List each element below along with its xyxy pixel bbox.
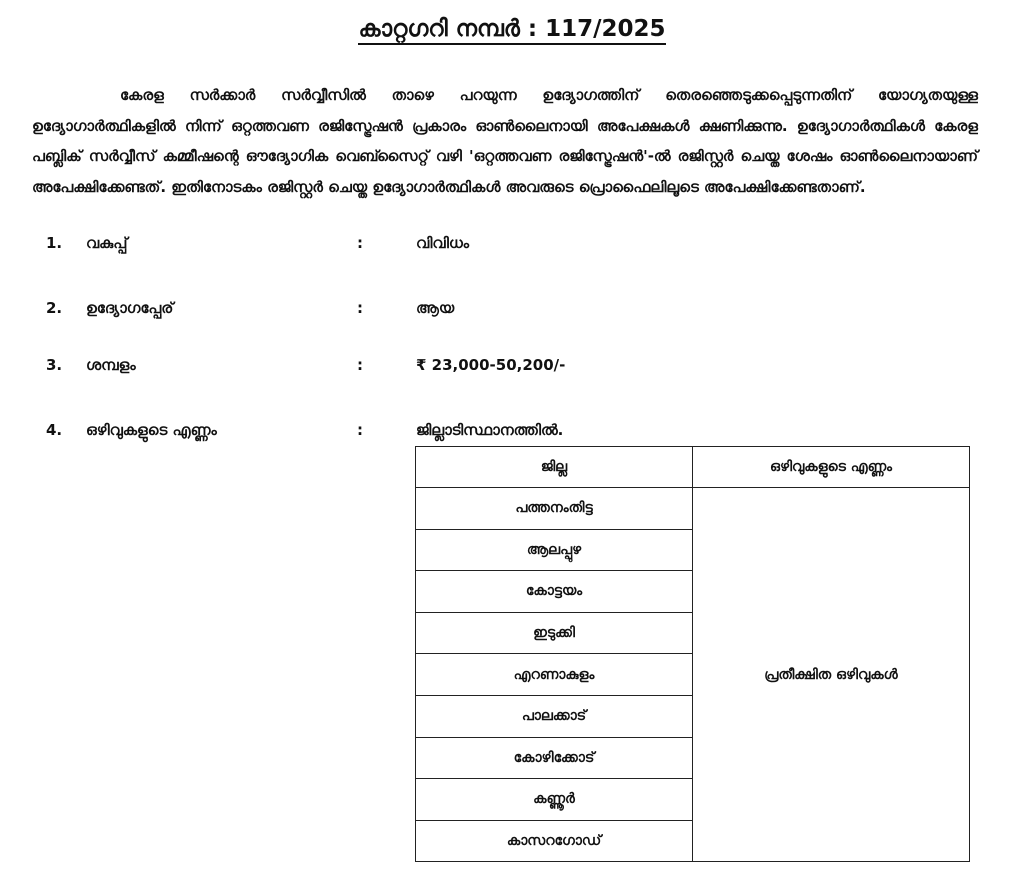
district-cell: കോഴിക്കോട് [416,737,693,779]
detail-row-salary [0,356,1024,380]
item-colon: : [357,299,363,317]
item-number: 3. [46,356,63,374]
district-cell: എറണാകുളം [416,654,693,696]
column-header-vacancies: ഒഴിവുകളുടെ എണ്ണം [693,447,970,488]
item-number: 2. [46,299,63,317]
item-colon: : [357,421,363,439]
item-number: 1. [46,234,63,252]
item-number: 4. [46,421,63,439]
district-cell: ആലപ്പുഴ [416,529,693,571]
detail-row-vacancies [0,421,1024,445]
item-value: വിവിധം [416,234,470,252]
district-cell: പത്തനംതിട്ട [416,488,693,530]
item-value: ആയ [416,299,455,317]
page-title [0,16,1024,42]
district-cell: ഇടുക്കി [416,612,693,654]
category-number: കാറ്റഗറി നമ്പർ : 117/2025 [358,16,665,45]
item-colon: : [357,356,363,374]
item-colon: : [357,234,363,252]
item-label: ഉദ്യോഗപ്പേര് [86,299,174,317]
vacancy-table [415,446,970,862]
table-header-row [416,447,970,488]
district-cell: പാലക്കാട് [416,695,693,737]
district-cell: കണ്ണൂർ [416,779,693,821]
item-label: ശമ്പളം [86,356,136,374]
district-cell: കാസറഗോഡ് [416,820,693,862]
vacancy-cell: പ്രതീക്ഷിത ഒഴിവുകൾ [693,488,970,862]
item-label: വകുപ്പ് [86,234,128,252]
item-label: ഒഴിവുകളുടെ എണ്ണം [86,421,217,439]
column-header-district: ജില്ല [416,447,693,488]
table-row [416,488,970,530]
item-value: ₹ 23,000-50,200/- [416,356,566,374]
intro-paragraph: കേരള സർക്കാർ സർവ്വീസിൽ താഴെ പറയുന്ന ഉദ്യോഗത്തിന് തെരഞ്ഞെടുക്കപ്പെടുന്നതിന് യോഗ്യതയുള്ള ഉദ്യോഗാർത്ഥികളിൽ നിന്ന് ഒറ്റത്തവണ രജിസ്ട്രേഷൻ പ്രകാരം ഓൺലൈനായി അപേക്ഷകൾ ക്ഷണിക്കുന്നു. ഉദ്യോഗാർത്ഥികൾ കേരള പബ്ലിക് സർവ്വീസ് കമ്മീഷന്റെ ഔദ്യോഗിക വെബ്സൈറ്റ് വഴി 'ഒറ്റത്തവണ രജിസ്ട്രേഷൻ'-ൽ രജിസ്റ്റർ ചെയ്ത ശേഷം ഓൺലൈനായാണ് അപേക്ഷിക്കേണ്ടത്. ഇതിനോടകം രജിസ്റ്റർ ചെയ്ത ഉദ്യോഗാർത്ഥികൾ അവരുടെ പ്രൊഫൈലിലൂടെ അപേക്ഷിക്കേണ്ടതാണ്. [32,86,978,196]
item-value: ജില്ലാടിസ്ഥാനത്തിൽ. [416,421,564,439]
detail-row-post-name [0,299,1024,323]
detail-row-department [0,234,1024,258]
district-cell: കോട്ടയം [416,571,693,613]
